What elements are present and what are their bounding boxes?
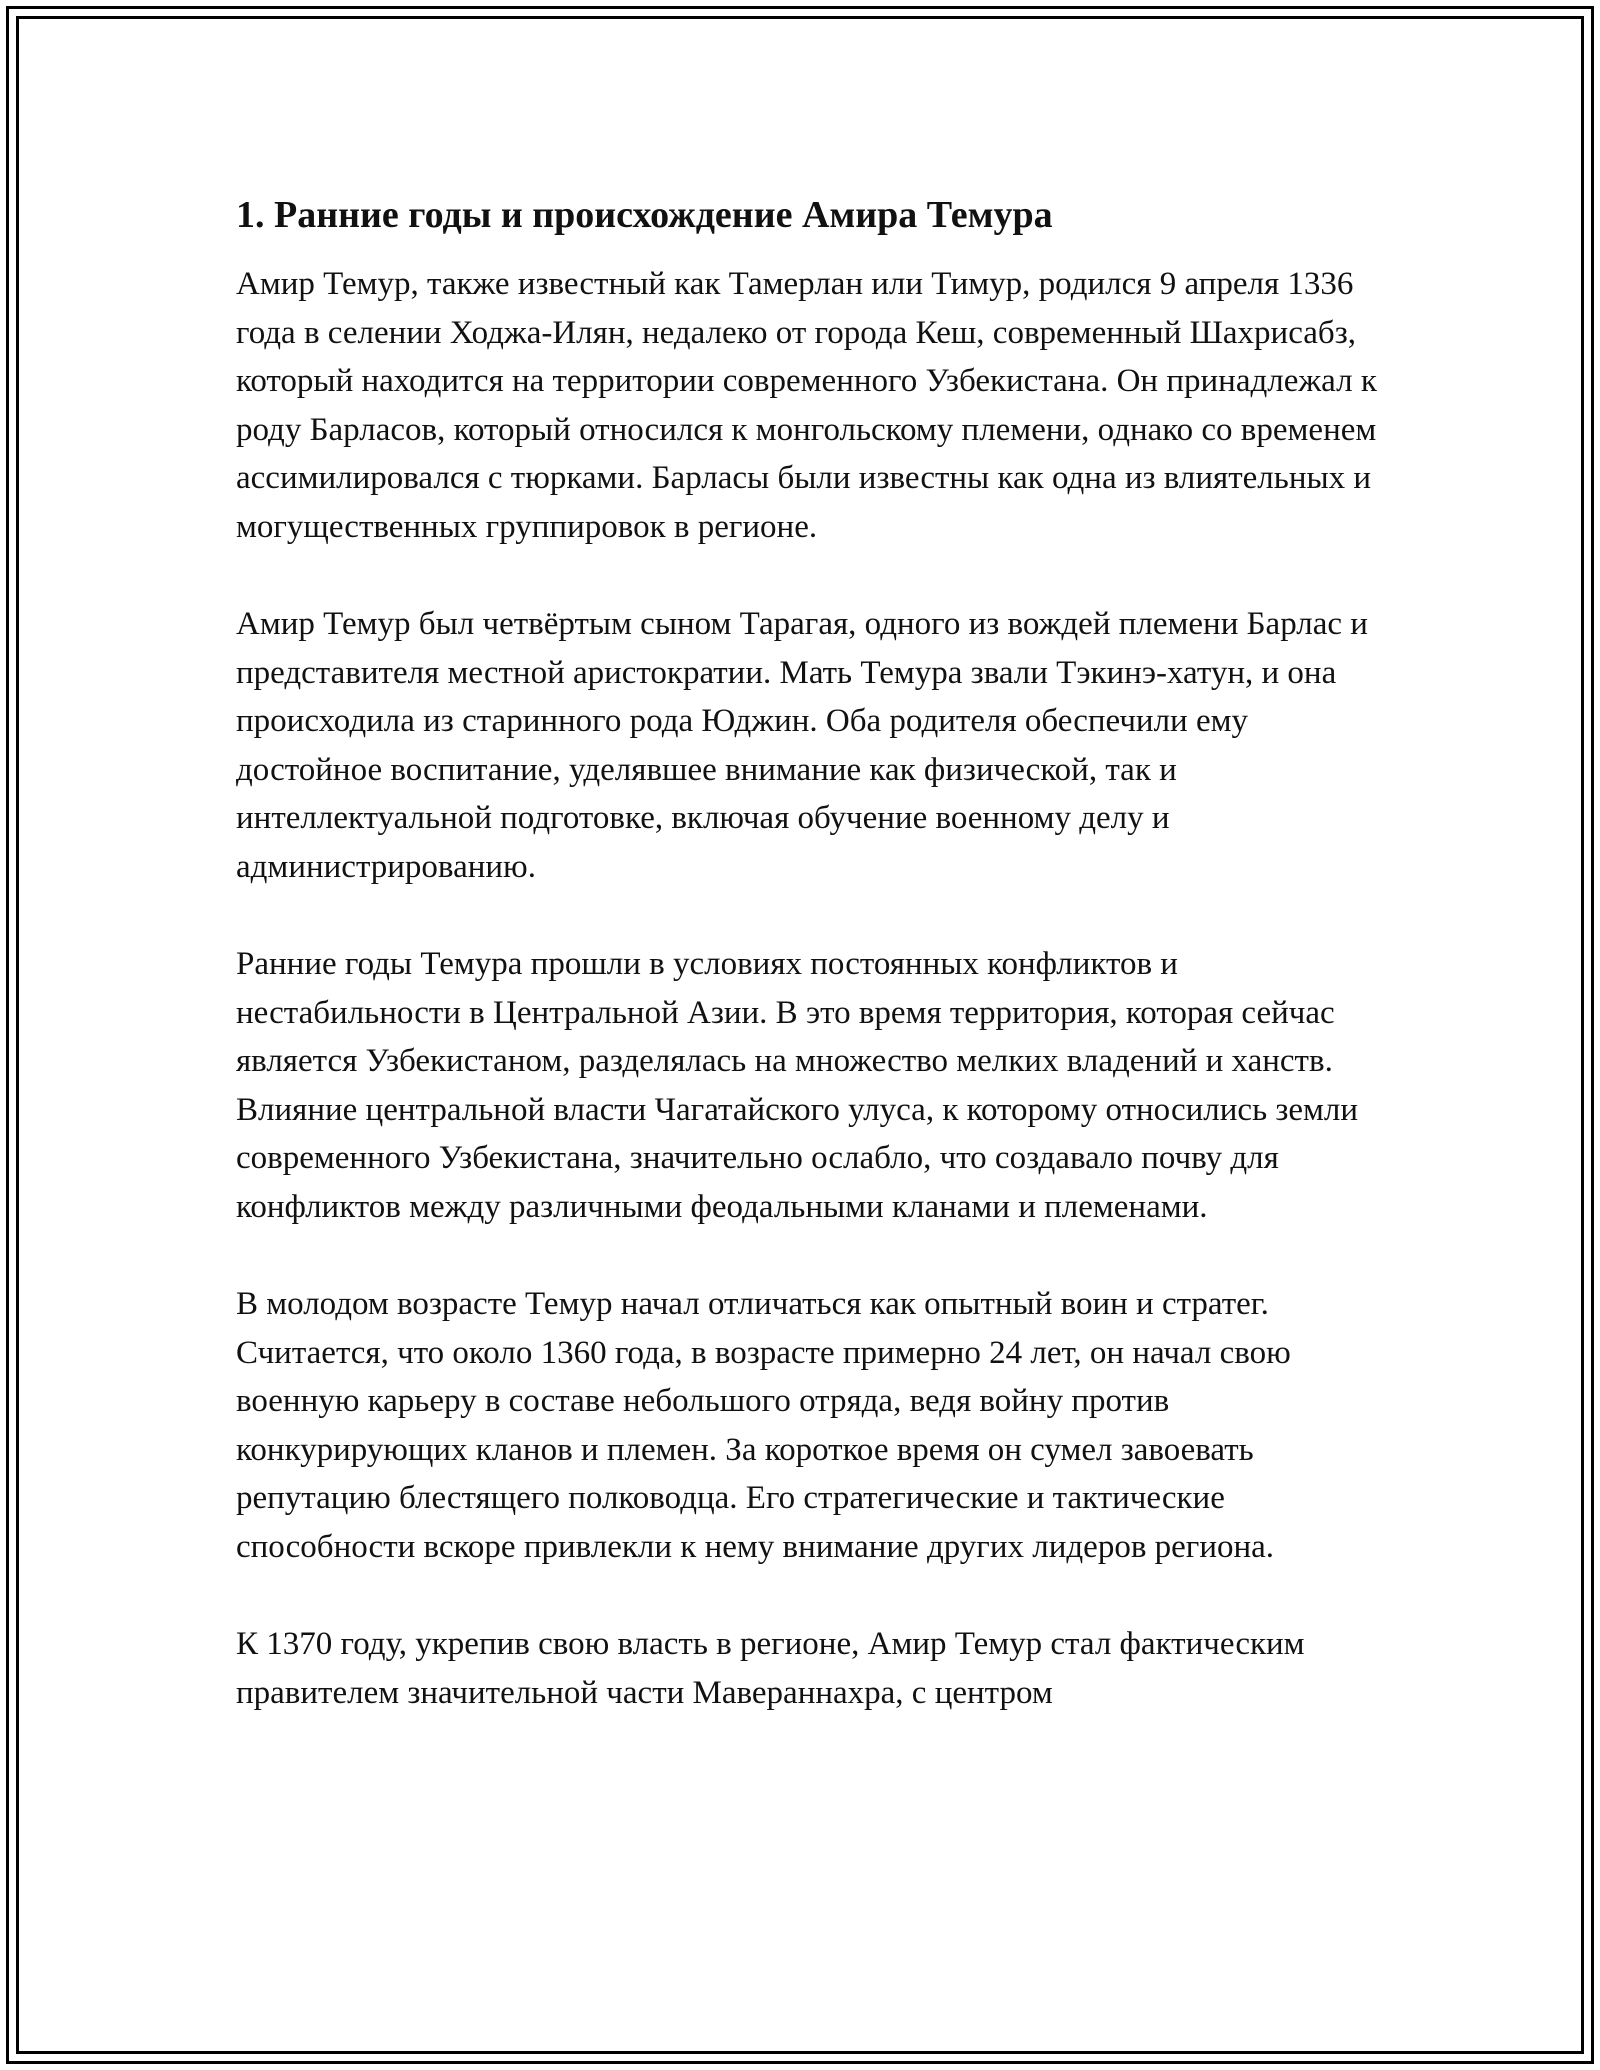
paragraph-4: В молодом возрасте Темур начал отличаться как опытный воин и стратег. Считается, что около 1360 года, в возрасте примерно 24 лет, он начал свою военную карьеру в составе небольшого отряда, ведя войну против конкурирующих кланов и племен. За короткое время он сумел завоевать репутацию блестящего полководца. Его стратегические и тактические способности вскоре привлекли к нему внимание других лидеров региона. [236,1286,1291,1565]
paragraph-1: Амир Темур, также известный как Тамерлан или Тимур, родился 9 апреля 1336 года в селении Ходжа-Илян, недалеко от города Кеш, современный Шахрисабз, который находится на территории современного Узбекистана. Он принадлежал к роду Барласов, который относился к монгольскому племени, однако со временем ассимилировался с тюрками. Барласы были известны как одна из влиятельных и могущественных группировок в регионе. [236,266,1377,545]
section-heading: 1. Ранние годы и происхождение Амира Темура [236,194,1053,236]
paragraph-2: Амир Темур был четвёртым сыном Тарагая, одного из вождей племени Барлас и представителя местной аристократии. Мать Темура звали Тэкинэ-хатун, и она происходила из старинного рода Юджин. Оба родителя обеспечили ему достойное воспитание, уделявшее внимание как физической, так и интеллектуальной подготовке, включая обучение военному делу и администрированию. [236,606,1368,885]
paragraph-5: К 1370 году, укрепив свою власть в регионе, Амир Темур стал фактическим правителем значительной части Мавераннахра, с центром [236,1626,1305,1711]
paragraph-3: Ранние годы Темура прошли в условиях постоянных конфликтов и нестабильности в Центральной Азии. В это время территория, которая сейчас является Узбекистаном, разделялась на множество мелких владений и ханств. Влияние центральной власти Чагатайского улуса, к которому относились земли современного Узбекистана, значительно ослабло, что создавало почву для конфликтов между различными феодальными кланами и племенами. [236,946,1359,1225]
document-body [236,188,1396,1717]
